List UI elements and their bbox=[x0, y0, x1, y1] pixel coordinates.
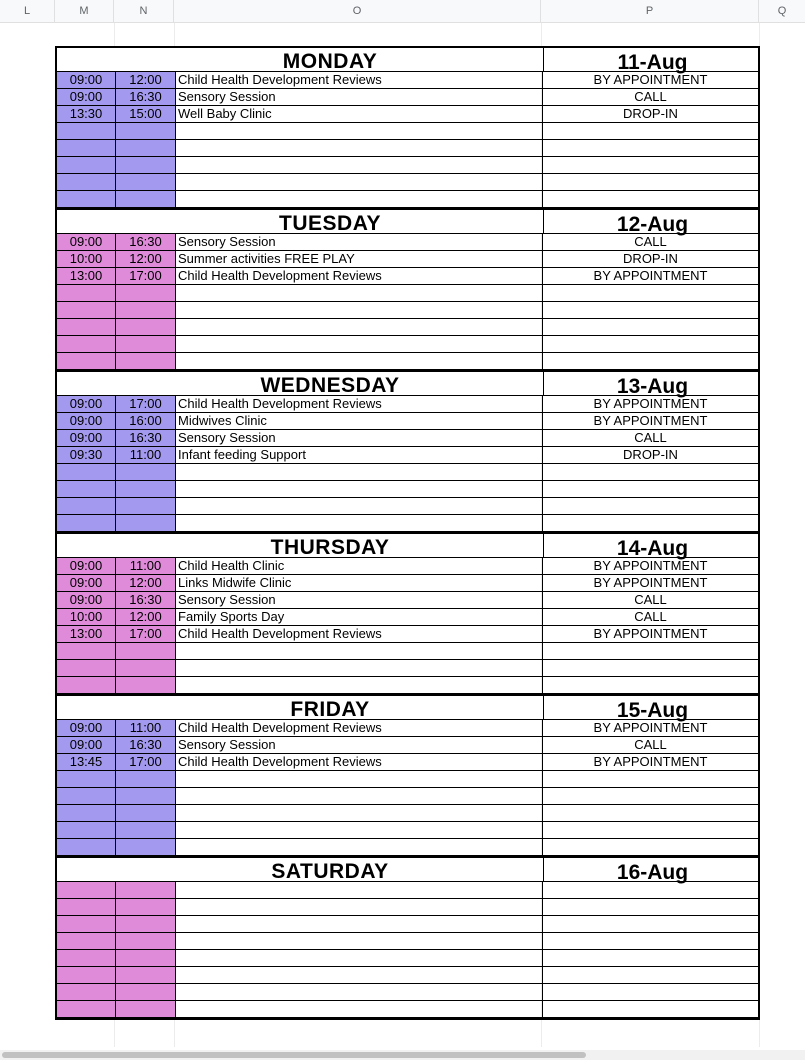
activity-cell[interactable] bbox=[176, 882, 543, 898]
start-time-cell[interactable] bbox=[57, 839, 116, 855]
end-time-cell[interactable]: 16:30 bbox=[116, 430, 176, 446]
activity-cell[interactable] bbox=[176, 140, 543, 156]
booking-type-cell[interactable]: BY APPOINTMENT bbox=[593, 413, 708, 428]
day-block-thursday bbox=[55, 532, 760, 694]
end-time-cell[interactable] bbox=[116, 660, 176, 676]
booking-type-cell[interactable]: BY APPOINTMENT bbox=[593, 626, 708, 641]
session-row bbox=[57, 626, 758, 643]
end-time-cell[interactable] bbox=[116, 336, 176, 352]
day-date[interactable]: 12-Aug bbox=[543, 210, 761, 234]
activity-cell[interactable]: Child Health Development Reviews bbox=[176, 72, 543, 88]
activity-cell[interactable] bbox=[176, 899, 543, 915]
activity-cell[interactable] bbox=[176, 353, 543, 369]
start-time-cell[interactable] bbox=[57, 933, 116, 949]
booking-type-cell[interactable] bbox=[543, 353, 758, 369]
activity-cell[interactable] bbox=[176, 839, 543, 855]
end-time-cell[interactable]: 16:30 bbox=[116, 592, 176, 608]
day-date[interactable]: 13-Aug bbox=[543, 372, 761, 396]
booking-type-cell[interactable] bbox=[543, 984, 758, 1000]
session-row bbox=[57, 916, 758, 933]
session-row bbox=[57, 984, 758, 1001]
booking-type-cell[interactable] bbox=[543, 899, 758, 915]
booking-type-cell[interactable]: BY APPOINTMENT bbox=[593, 268, 708, 283]
activity-cell[interactable] bbox=[176, 950, 543, 966]
activity-cell[interactable]: Sensory Session bbox=[176, 737, 543, 753]
scrollbar-thumb[interactable] bbox=[2, 1052, 586, 1058]
activity-cell[interactable]: Child Health Clinic bbox=[176, 558, 543, 574]
end-time-cell[interactable] bbox=[116, 788, 176, 804]
end-time-cell[interactable]: 11:00 bbox=[116, 558, 176, 574]
booking-type-cell[interactable] bbox=[543, 788, 758, 804]
activity-cell[interactable]: Sensory Session bbox=[176, 430, 543, 446]
column-header-o[interactable]: O bbox=[174, 0, 541, 22]
start-time-cell[interactable] bbox=[57, 464, 116, 480]
booking-type-cell[interactable] bbox=[543, 498, 758, 514]
day-block-tuesday bbox=[55, 208, 760, 370]
booking-type-cell[interactable]: CALL bbox=[634, 737, 667, 752]
activity-cell[interactable] bbox=[176, 805, 543, 821]
session-rows bbox=[55, 396, 760, 532]
activity-cell[interactable]: Sensory Session bbox=[176, 234, 543, 250]
activity-cell[interactable] bbox=[176, 643, 543, 659]
activity-cell[interactable] bbox=[176, 319, 543, 335]
activity-cell[interactable]: Midwives Clinic bbox=[176, 413, 543, 429]
session-row bbox=[57, 788, 758, 805]
activity-cell[interactable]: Family Sports Day bbox=[176, 609, 543, 625]
session-row bbox=[57, 805, 758, 822]
activity-cell[interactable] bbox=[176, 498, 543, 514]
end-time-cell[interactable] bbox=[116, 174, 176, 190]
end-time-cell[interactable]: 15:00 bbox=[116, 106, 176, 122]
start-time-cell[interactable] bbox=[57, 882, 116, 898]
end-time-cell[interactable] bbox=[116, 123, 176, 139]
session-row bbox=[57, 839, 758, 856]
day-date[interactable]: 15-Aug bbox=[543, 696, 761, 720]
end-time-cell[interactable] bbox=[116, 899, 176, 915]
day-header bbox=[55, 856, 760, 882]
end-time-cell[interactable] bbox=[116, 771, 176, 787]
session-row bbox=[57, 515, 758, 532]
booking-type-cell[interactable] bbox=[543, 285, 758, 301]
session-row bbox=[57, 319, 758, 336]
session-row bbox=[57, 933, 758, 950]
session-row bbox=[57, 950, 758, 967]
horizontal-scrollbar[interactable] bbox=[0, 1050, 805, 1060]
day-name[interactable]: MONDAY bbox=[282, 50, 378, 73]
booking-type-cell[interactable]: CALL bbox=[634, 592, 667, 607]
activity-cell[interactable]: Child Health Development Reviews bbox=[176, 626, 543, 642]
booking-type-cell[interactable] bbox=[543, 515, 758, 531]
session-row bbox=[57, 89, 758, 106]
end-time-cell[interactable]: 17:00 bbox=[116, 268, 176, 284]
session-row bbox=[57, 737, 758, 754]
start-time-cell[interactable] bbox=[57, 677, 116, 693]
session-row bbox=[57, 285, 758, 302]
booking-type-cell[interactable]: BY APPOINTMENT bbox=[593, 720, 708, 735]
booking-type-cell[interactable] bbox=[543, 950, 758, 966]
session-row bbox=[57, 643, 758, 660]
session-row bbox=[57, 396, 758, 413]
start-time-cell[interactable] bbox=[57, 353, 116, 369]
booking-type-cell[interactable]: BY APPOINTMENT bbox=[593, 575, 708, 590]
end-time-cell[interactable] bbox=[116, 302, 176, 318]
end-time-cell[interactable] bbox=[116, 822, 176, 838]
booking-type-cell[interactable]: CALL bbox=[634, 430, 667, 445]
session-row bbox=[57, 72, 758, 89]
end-time-cell[interactable] bbox=[116, 498, 176, 514]
day-header bbox=[55, 532, 760, 558]
day-block-monday bbox=[55, 46, 760, 208]
booking-type-cell[interactable] bbox=[543, 805, 758, 821]
start-time-cell[interactable]: 10:00 bbox=[57, 609, 116, 625]
activity-cell[interactable] bbox=[176, 174, 543, 190]
session-row bbox=[57, 481, 758, 498]
activity-cell[interactable] bbox=[176, 916, 543, 932]
activity-cell[interactable] bbox=[176, 336, 543, 352]
booking-type-cell[interactable] bbox=[543, 1001, 758, 1017]
start-time-cell[interactable]: 09:00 bbox=[57, 558, 116, 574]
start-time-cell[interactable] bbox=[57, 771, 116, 787]
column-header-q[interactable]: Q bbox=[777, 5, 787, 17]
booking-type-cell[interactable] bbox=[543, 157, 758, 173]
activity-cell[interactable] bbox=[176, 1001, 543, 1017]
end-time-cell[interactable]: 17:00 bbox=[116, 626, 176, 642]
day-block-wednesday bbox=[55, 370, 760, 532]
end-time-cell[interactable]: 16:00 bbox=[116, 413, 176, 429]
start-time-cell[interactable]: 09:00 bbox=[57, 737, 116, 753]
start-time-cell[interactable] bbox=[57, 302, 116, 318]
session-row bbox=[57, 234, 758, 251]
booking-type-cell[interactable] bbox=[543, 140, 758, 156]
end-time-cell[interactable]: 17:00 bbox=[116, 754, 176, 770]
column-header-m[interactable]: M bbox=[55, 0, 114, 22]
end-time-cell[interactable]: 12:00 bbox=[116, 72, 176, 88]
booking-type-cell[interactable] bbox=[543, 174, 758, 190]
weekly-schedule bbox=[55, 46, 760, 1020]
start-time-cell[interactable]: 09:30 bbox=[57, 447, 116, 463]
activity-cell[interactable] bbox=[176, 515, 543, 531]
activity-cell[interactable] bbox=[176, 464, 543, 480]
day-name[interactable]: FRIDAY bbox=[290, 698, 370, 721]
start-time-cell[interactable] bbox=[57, 660, 116, 676]
end-time-cell[interactable] bbox=[116, 353, 176, 369]
session-row bbox=[57, 106, 758, 123]
session-row bbox=[57, 967, 758, 984]
activity-cell[interactable]: Links Midwife Clinic bbox=[176, 575, 543, 591]
booking-type-cell[interactable]: DROP-IN bbox=[623, 106, 678, 121]
booking-type-cell[interactable]: CALL bbox=[634, 234, 667, 249]
session-row bbox=[57, 157, 758, 174]
end-time-cell[interactable] bbox=[116, 967, 176, 983]
booking-type-cell[interactable]: BY APPOINTMENT bbox=[593, 396, 708, 411]
start-time-cell[interactable] bbox=[57, 285, 116, 301]
start-time-cell[interactable]: 13:45 bbox=[57, 754, 116, 770]
session-row bbox=[57, 899, 758, 916]
booking-type-cell[interactable] bbox=[543, 916, 758, 932]
end-time-cell[interactable] bbox=[116, 916, 176, 932]
day-block-friday bbox=[55, 694, 760, 856]
column-header-n[interactable]: N bbox=[114, 0, 174, 22]
end-time-cell[interactable]: 11:00 bbox=[116, 720, 176, 736]
day-date[interactable]: 16-Aug bbox=[543, 858, 761, 882]
session-rows bbox=[55, 72, 760, 208]
activity-cell[interactable]: Child Health Development Reviews bbox=[176, 754, 543, 770]
session-row bbox=[57, 660, 758, 677]
booking-type-cell[interactable] bbox=[543, 882, 758, 898]
booking-type-cell[interactable]: CALL bbox=[634, 89, 667, 104]
day-date[interactable]: 14-Aug bbox=[543, 534, 761, 558]
session-row bbox=[57, 592, 758, 609]
end-time-cell[interactable] bbox=[116, 140, 176, 156]
start-time-cell[interactable] bbox=[57, 319, 116, 335]
booking-type-cell[interactable] bbox=[543, 319, 758, 335]
day-header bbox=[55, 370, 760, 396]
day-name[interactable]: TUESDAY bbox=[279, 212, 381, 235]
activity-cell[interactable]: Well Baby Clinic bbox=[176, 106, 543, 122]
start-time-cell[interactable] bbox=[57, 515, 116, 531]
end-time-cell[interactable] bbox=[116, 319, 176, 335]
session-row bbox=[57, 771, 758, 788]
session-row bbox=[57, 754, 758, 771]
start-time-cell[interactable] bbox=[57, 967, 116, 983]
start-time-cell[interactable] bbox=[57, 984, 116, 1000]
session-rows bbox=[55, 882, 760, 1020]
activity-cell[interactable] bbox=[176, 302, 543, 318]
booking-type-cell[interactable] bbox=[543, 660, 758, 676]
start-time-cell[interactable] bbox=[57, 822, 116, 838]
start-time-cell[interactable]: 09:00 bbox=[57, 720, 116, 736]
session-row bbox=[57, 251, 758, 268]
session-row bbox=[57, 498, 758, 515]
start-time-cell[interactable]: 09:00 bbox=[57, 413, 116, 429]
end-time-cell[interactable] bbox=[116, 805, 176, 821]
activity-cell[interactable]: Infant feeding Support bbox=[176, 447, 543, 463]
activity-cell[interactable] bbox=[176, 157, 543, 173]
booking-type-cell[interactable] bbox=[543, 123, 758, 139]
end-time-cell[interactable] bbox=[116, 882, 176, 898]
start-time-cell[interactable] bbox=[57, 191, 116, 207]
end-time-cell[interactable] bbox=[116, 157, 176, 173]
session-rows bbox=[55, 234, 760, 370]
session-row bbox=[57, 822, 758, 839]
booking-type-cell[interactable] bbox=[543, 481, 758, 497]
booking-type-cell[interactable] bbox=[543, 933, 758, 949]
start-time-cell[interactable]: 09:00 bbox=[57, 234, 116, 250]
end-time-cell[interactable] bbox=[116, 677, 176, 693]
column-header-bar bbox=[0, 0, 805, 23]
end-time-cell[interactable]: 16:30 bbox=[116, 89, 176, 105]
session-row bbox=[57, 353, 758, 370]
end-time-cell[interactable] bbox=[116, 950, 176, 966]
activity-cell[interactable] bbox=[176, 677, 543, 693]
start-time-cell[interactable]: 09:00 bbox=[57, 592, 116, 608]
start-time-cell[interactable]: 09:00 bbox=[57, 430, 116, 446]
booking-type-cell[interactable] bbox=[543, 839, 758, 855]
end-time-cell[interactable] bbox=[116, 933, 176, 949]
activity-cell[interactable] bbox=[176, 933, 543, 949]
end-time-cell[interactable] bbox=[116, 481, 176, 497]
start-time-cell[interactable]: 09:00 bbox=[57, 575, 116, 591]
booking-type-cell[interactable]: DROP-IN bbox=[623, 251, 678, 266]
end-time-cell[interactable] bbox=[116, 515, 176, 531]
start-time-cell[interactable] bbox=[57, 1001, 116, 1017]
activity-cell[interactable] bbox=[176, 822, 543, 838]
start-time-cell[interactable] bbox=[57, 481, 116, 497]
day-name[interactable]: WEDNESDAY bbox=[260, 374, 400, 397]
start-time-cell[interactable] bbox=[57, 336, 116, 352]
booking-type-cell[interactable]: CALL bbox=[634, 609, 667, 624]
booking-type-cell[interactable] bbox=[543, 822, 758, 838]
day-name[interactable]: SATURDAY bbox=[271, 860, 389, 883]
activity-cell[interactable]: Summer activities FREE PLAY bbox=[176, 251, 543, 267]
end-time-cell[interactable] bbox=[116, 643, 176, 659]
start-time-cell[interactable]: 09:00 bbox=[57, 396, 116, 412]
booking-type-cell[interactable]: BY APPOINTMENT bbox=[593, 754, 708, 769]
booking-type-cell[interactable] bbox=[543, 464, 758, 480]
column-header-p[interactable]: P bbox=[541, 0, 759, 22]
activity-cell[interactable] bbox=[176, 984, 543, 1000]
activity-cell[interactable] bbox=[176, 771, 543, 787]
activity-cell[interactable]: Sensory Session bbox=[176, 592, 543, 608]
start-time-cell[interactable] bbox=[57, 805, 116, 821]
activity-cell[interactable] bbox=[176, 123, 543, 139]
start-time-cell[interactable]: 13:30 bbox=[57, 106, 116, 122]
activity-cell[interactable]: Child Health Development Reviews bbox=[176, 720, 543, 736]
session-row bbox=[57, 558, 758, 575]
start-time-cell[interactable] bbox=[57, 916, 116, 932]
end-time-cell[interactable] bbox=[116, 191, 176, 207]
day-block-saturday bbox=[55, 856, 760, 1020]
session-rows bbox=[55, 558, 760, 694]
session-row bbox=[57, 720, 758, 737]
activity-cell[interactable] bbox=[176, 967, 543, 983]
day-header bbox=[55, 46, 760, 72]
session-rows bbox=[55, 720, 760, 856]
session-row bbox=[57, 430, 758, 447]
end-time-cell[interactable]: 16:30 bbox=[116, 737, 176, 753]
session-row bbox=[57, 1001, 758, 1018]
end-time-cell[interactable] bbox=[116, 839, 176, 855]
end-time-cell[interactable]: 16:30 bbox=[116, 234, 176, 250]
end-time-cell[interactable] bbox=[116, 984, 176, 1000]
end-time-cell[interactable] bbox=[116, 1001, 176, 1017]
end-time-cell[interactable]: 12:00 bbox=[116, 251, 176, 267]
start-time-cell[interactable] bbox=[57, 788, 116, 804]
session-row bbox=[57, 140, 758, 157]
end-time-cell[interactable]: 12:00 bbox=[116, 609, 176, 625]
booking-type-cell[interactable] bbox=[543, 302, 758, 318]
start-time-cell[interactable]: 09:00 bbox=[57, 72, 116, 88]
activity-cell[interactable] bbox=[176, 788, 543, 804]
start-time-cell[interactable] bbox=[57, 950, 116, 966]
session-row bbox=[57, 464, 758, 481]
column-header-l[interactable]: L bbox=[0, 0, 55, 22]
activity-cell[interactable]: Sensory Session bbox=[176, 89, 543, 105]
start-time-cell[interactable] bbox=[57, 899, 116, 915]
session-row bbox=[57, 882, 758, 899]
day-name[interactable]: THURSDAY bbox=[270, 536, 390, 559]
start-time-cell[interactable] bbox=[57, 123, 116, 139]
end-time-cell[interactable]: 11:00 bbox=[116, 447, 176, 463]
booking-type-cell[interactable] bbox=[543, 336, 758, 352]
booking-type-cell[interactable] bbox=[543, 643, 758, 659]
start-time-cell[interactable]: 13:00 bbox=[57, 268, 116, 284]
start-time-cell[interactable] bbox=[57, 157, 116, 173]
booking-type-cell[interactable]: BY APPOINTMENT bbox=[593, 72, 708, 87]
session-row bbox=[57, 191, 758, 208]
start-time-cell[interactable]: 10:00 bbox=[57, 251, 116, 267]
activity-cell[interactable]: Child Health Development Reviews bbox=[176, 396, 543, 412]
session-row bbox=[57, 677, 758, 694]
activity-cell[interactable] bbox=[176, 481, 543, 497]
start-time-cell[interactable] bbox=[57, 643, 116, 659]
end-time-cell[interactable] bbox=[116, 285, 176, 301]
session-row bbox=[57, 447, 758, 464]
session-row bbox=[57, 609, 758, 626]
booking-type-cell[interactable] bbox=[543, 677, 758, 693]
booking-type-cell[interactable] bbox=[543, 967, 758, 983]
booking-type-cell[interactable]: BY APPOINTMENT bbox=[593, 558, 708, 573]
day-date[interactable]: 11-Aug bbox=[543, 48, 761, 72]
start-time-cell[interactable] bbox=[57, 174, 116, 190]
session-row bbox=[57, 413, 758, 430]
activity-cell[interactable] bbox=[176, 660, 543, 676]
activity-cell[interactable] bbox=[176, 191, 543, 207]
activity-cell[interactable] bbox=[176, 285, 543, 301]
session-row bbox=[57, 268, 758, 285]
end-time-cell[interactable]: 17:00 bbox=[116, 396, 176, 412]
day-header bbox=[55, 694, 760, 720]
end-time-cell[interactable] bbox=[116, 464, 176, 480]
session-row bbox=[57, 123, 758, 140]
booking-type-cell[interactable]: DROP-IN bbox=[623, 447, 678, 462]
activity-cell[interactable]: Child Health Development Reviews bbox=[176, 268, 543, 284]
start-time-cell[interactable]: 13:00 bbox=[57, 626, 116, 642]
booking-type-cell[interactable] bbox=[543, 771, 758, 787]
session-row bbox=[57, 174, 758, 191]
start-time-cell[interactable]: 09:00 bbox=[57, 89, 116, 105]
booking-type-cell[interactable] bbox=[543, 191, 758, 207]
session-row bbox=[57, 302, 758, 319]
session-row bbox=[57, 336, 758, 353]
session-row bbox=[57, 575, 758, 592]
end-time-cell[interactable]: 12:00 bbox=[116, 575, 176, 591]
start-time-cell[interactable] bbox=[57, 140, 116, 156]
start-time-cell[interactable] bbox=[57, 498, 116, 514]
day-header bbox=[55, 208, 760, 234]
